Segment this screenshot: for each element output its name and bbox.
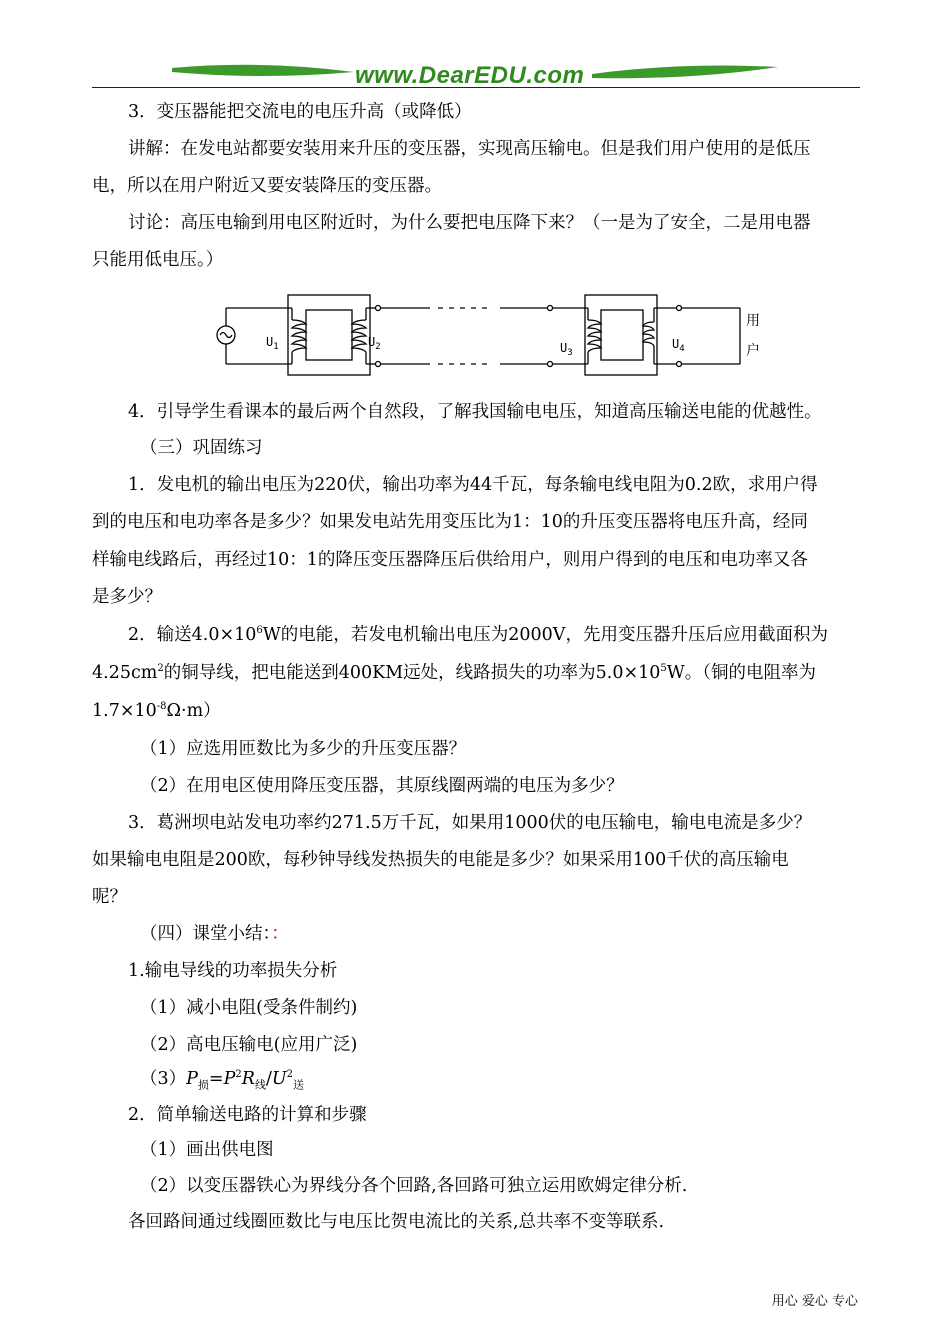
problem-3-line-2: 如果输电电阻是200欧，每秒钟导线发热损失的电能是多少？如果采用100千伏的高压输电 [92,850,789,870]
footer-motto: 用心 爱心 专心 [771,1294,858,1309]
u3-label: U [560,341,568,355]
user-label-2: 户 [746,343,760,359]
transmission-circuit-diagram [210,290,770,390]
problem-2-line-1: 2．输送$4.0\times 10^6W$的电能，若发电机输出电压为2000V，先用变压器升压后应用截面积为 [128,625,828,645]
section-4-heading: （四）课堂小结：： [140,924,289,944]
header-rule [92,87,860,88]
summary-2-a: （1）画出供电图 [140,1140,274,1160]
user-label-1: 用 [746,313,760,329]
summary-1-a: （1）减小电阻(受条件制约) [140,998,358,1018]
problem-1-line-1: 1．发电机的输出电压为220伏，输出功率为44千瓦，每条输电线电阻为0.2欧，求用户得 [128,475,818,495]
problem-2-line-3: $1.7\times 10^{-8}\Omega\cdot m$） [92,701,221,721]
u1-subscript: 1 [273,342,279,352]
svg-text:U1 [266,335,279,352]
summary-1-b: （2）高电压输电(应用广泛) [140,1035,358,1055]
site-logo: www.DearEDU.com [355,62,585,89]
problem-2-q2: （2）在用电区使用降压变压器，其原线圈两端的电压为多少？ [140,776,624,796]
discuss-line-1: 讨论：高压电输到用电区附近时，为什么要把电压降下来？（一是为了安全，二是用电器 [128,213,811,233]
summary-2: 2．简单输送电路的计算和步骤 [128,1105,367,1125]
problem-2-q1: （1）应选用匝数比为多少的升压变压器？ [140,739,467,759]
problem-1-line-4: 是多少？ [92,587,162,607]
svg-text:U4 [672,337,685,354]
summary-1-c-formula: $(3)P_损=P^2R_线/U^2_送$ [140,1069,304,1092]
item-3-title: 3．变压器能把交流电的电压升高（或降低） [128,102,472,122]
svg-text:U3 [560,341,573,358]
u4-label: U [672,337,680,351]
explain-line-1: 讲解：在发电站都要安装用来升压的变压器，实现高压输电。但是我们用户使用的是低压 [128,139,811,159]
problem-1-line-3: 样输电线路后，再经过10：1的降压变压器降压后供给用户，则用户得到的电压和电功率又各 [92,550,808,570]
explain-line-2: 电，所以在用户附近又要安装降压的变压器。 [92,176,442,196]
u2-label: U [368,335,376,349]
u2-subscript: 2 [375,342,381,352]
discuss-line-2: 只能用低电压。） [92,250,224,270]
u4-subscript: 4 [679,344,685,354]
summary-2-b: （2）以变压器铁心为界线分各个回路,各回路可独立运用欧姆定律分析. [140,1176,688,1196]
u3-subscript: 3 [567,348,573,358]
problem-1-line-2: 到的电压和电功率各是多少？如果发电站先用变压比为1：10的升压变压器将电压升高，经同 [92,512,808,532]
u1-label: U [266,335,274,349]
problem-3-line-1: 3．葛洲坝电站发电功率约271.5万千瓦，如果用1000伏的电压输电，输电电流是多少？ [128,813,812,833]
summary-2-c: 各回路间通过线圈匝数比与电压比贺电流比的关系,总共率不变等联系. [128,1212,665,1232]
problem-2-line-2: $4.25cm^2$的铜导线，把电能送到400KM远处，线路损失的功率为$5.0\times 10^5W$。（铜的电阻率为 [92,663,817,683]
summary-1: 1.输电导线的功率损失分析 [128,961,338,981]
item-4: 4．引导学生看课本的最后两个自然段，了解我国输电电压，知道高压输送电能的优越性。 [128,402,822,422]
section-3-heading: （三）巩固练习 [140,438,263,458]
problem-3-line-3: 呢？ [92,887,127,907]
